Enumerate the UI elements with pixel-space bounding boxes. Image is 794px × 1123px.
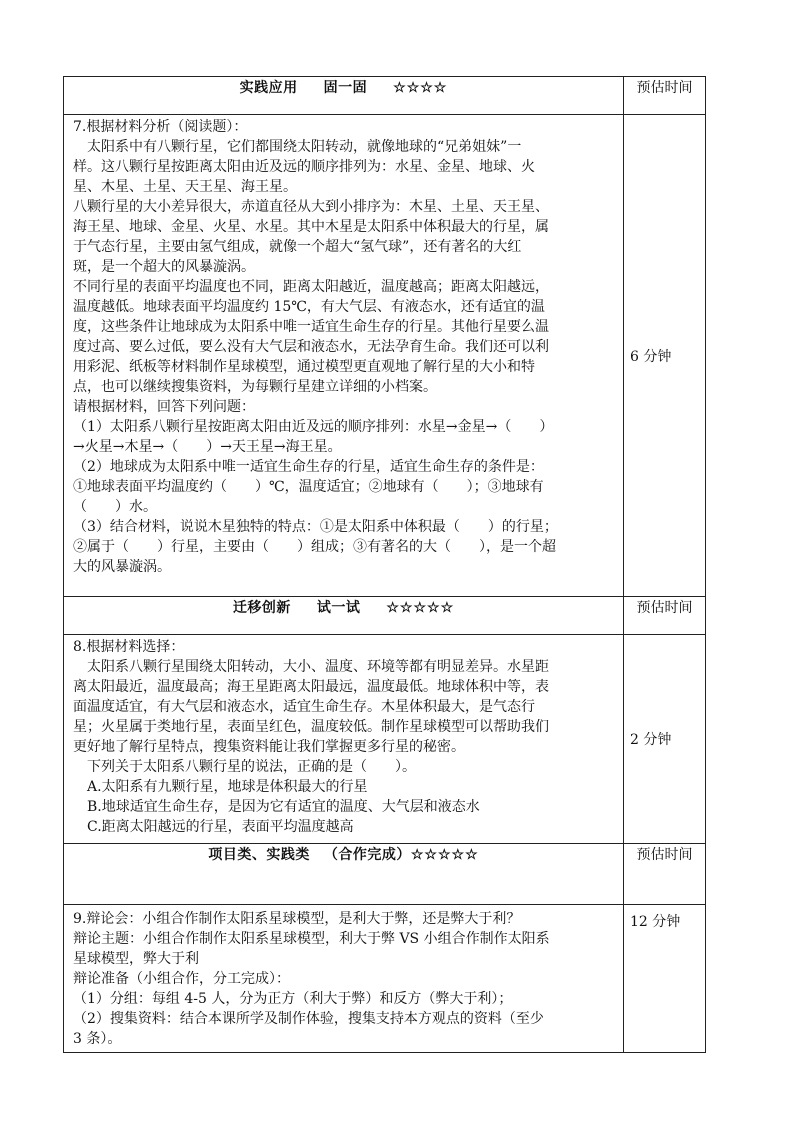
time-label: 预估时间 xyxy=(624,844,706,905)
text-line: 度，这些条件让地球成为太阳系中唯一适宜生命生存的行星。其他行星要么温 xyxy=(73,319,549,335)
section-title-a: 迁移创新 xyxy=(232,600,291,616)
text-line: 星球模型，弊大于利 xyxy=(73,951,199,967)
time-label: 预估时间 xyxy=(624,77,706,115)
text-line: 太阳系八颗行星围绕太阳转动，大小、温度、环境等都有明显差异。水星距 xyxy=(73,659,549,675)
section-title xyxy=(64,844,624,905)
section-title-a: 项目类、实践类 xyxy=(208,847,310,863)
section-header xyxy=(64,597,706,635)
question-9 xyxy=(64,905,624,1053)
text-line: C.距离太阳越远的行星，表面平均温度越高 xyxy=(73,819,354,835)
text-line: A.太阳系有九颗行星，地球是体积最大的行星 xyxy=(73,779,368,795)
section-row xyxy=(64,115,706,597)
text-line: 海王星、地球、金星、火星、水星。其中木星是太阳系中体积最大的行星，属 xyxy=(73,219,549,235)
text-line: ①地球表面平均温度约（ ）℃，温度适宜；②地球有（ ）；③地球有 xyxy=(73,479,544,495)
question-lines xyxy=(73,637,617,837)
text-line: 样。这八颗行星按距离太阳由近及远的顺序排列为：水星、金星、地球、火 xyxy=(73,159,535,175)
question-lines xyxy=(73,909,617,1049)
section-header xyxy=(64,77,706,115)
text-line: 7.根据材料分析（阅读题）： xyxy=(73,119,248,135)
section-header xyxy=(64,844,706,905)
section-title xyxy=(64,77,624,115)
text-line: 请根据材料，回答下列问题： xyxy=(73,399,255,415)
text-line: 星、木星、土星、天王星、海王星。 xyxy=(73,179,297,195)
star-rating: ☆☆☆☆☆ xyxy=(410,847,479,863)
time-value: 12 分钟 xyxy=(624,905,706,1053)
text-line: 更好地了解行星特点，搜集资料能让我们掌握更多行星的秘密。 xyxy=(73,739,465,755)
text-line: 用彩泥、纸板等材料制作星球模型，通过模型更直观地了解行星的大小和特 xyxy=(73,359,535,375)
text-line: 温度越低。地球表面平均温度约 15℃，有大气层、有液态水，还有适宜的温 xyxy=(73,299,545,315)
time-value: 2 分钟 xyxy=(624,635,706,844)
text-line: 辩论主题：小组合作制作太阳系星球模型，利大于弊 VS 小组合作制作太阳系 xyxy=(73,931,550,947)
text-line: 斑，是一个超大的风暴漩涡。 xyxy=(73,259,255,275)
text-line: 离太阳最近，温度最高；海王星距离太阳最远，温度最低。地球体积中等，表 xyxy=(73,679,549,695)
text-line: 八颗行星的大小差异很大，赤道直径从大到小排序为：木星、土星、天王星、 xyxy=(73,199,549,215)
question-7 xyxy=(64,115,624,597)
text-line: B.地球适宜生命生存，是因为它有适宜的温度、大气层和液态水 xyxy=(73,799,480,815)
text-line: 不同行星的表面平均温度也不同，距离太阳越近，温度越高；距离太阳越远， xyxy=(73,279,549,295)
text-line: 度过高、要么过低，要么没有大气层和液态水，无法孕育生命。我们还可以利 xyxy=(73,339,549,355)
text-line: （1）分组：每组 4-5 人，分为正方（利大于弊）和反方（弊大于利）； xyxy=(73,991,513,1007)
section-row xyxy=(64,905,706,1053)
question-8 xyxy=(64,635,624,844)
text-line: 太阳系中有八颗行星，它们都围绕太阳转动，就像地球的“兄弟姐妹”一 xyxy=(73,139,522,155)
star-rating: ☆☆☆☆ xyxy=(393,80,448,96)
time-label: 预估时间 xyxy=(624,597,706,635)
section-title-b: （合作完成） xyxy=(323,847,411,863)
time-value: 6 分钟 xyxy=(624,115,706,597)
text-line: 面温度适宜，有大气层和液态水，适宜生命生存。木星体积最大，是气态行 xyxy=(73,699,535,715)
text-line: （3）结合材料，说说木星独特的特点：①是太阳系中体积最（ ）的行星； xyxy=(73,519,558,535)
section-title xyxy=(64,597,624,635)
text-line: 星；火星属于类地行星，表面呈红色，温度较低。制作星球模型可以帮助我们 xyxy=(73,719,549,735)
section-title-b: 试一试 xyxy=(316,600,361,616)
text-line: 于气态行星，主要由氢气组成，就像一个超大“氢气球”，还有著名的大红 xyxy=(73,239,522,255)
text-line: 大的风暴漩涡。 xyxy=(73,559,171,575)
text-line: （1）太阳系八颗行星按距离太阳由近及远的顺序排列：水星→金星→（ ） xyxy=(73,419,554,435)
text-line: 9.辩论会：小组合作制作太阳系星球模型，是利大于弊，还是弊大于利？ xyxy=(73,911,521,927)
text-line: ②属于（ ）行星，主要由（ ）组成；③有著名的大（ ），是一个超 xyxy=(73,539,556,555)
section-title-a: 实践应用 xyxy=(239,80,298,96)
text-line: 3 条）。 xyxy=(73,1031,122,1047)
text-line: 辩论准备（小组合作，分工完成）： xyxy=(73,971,290,987)
text-line: （2）搜集资料：结合本课所学及制作体验，搜集支持本方观点的资料（至少 xyxy=(73,1011,544,1027)
text-line: （ ）水。 xyxy=(73,499,157,515)
text-line: →火星→木星→（ ）→天王星→海王星。 xyxy=(73,439,342,455)
section-title-b: 固一固 xyxy=(323,80,368,96)
question-lines xyxy=(73,117,617,577)
text-line: 点，也可以继续搜集资料，为每颗行星建立详细的小档案。 xyxy=(73,379,437,395)
text-line: 下列关于太阳系八颗行星的说法，正确的是（ ）。 xyxy=(73,759,416,775)
worksheet-table xyxy=(63,76,706,1053)
text-line: （2）地球成为太阳系中唯一适宜生命生存的行星，适宜生命生存的条件是： xyxy=(73,459,544,475)
section-row xyxy=(64,635,706,844)
star-rating: ☆☆☆☆☆ xyxy=(386,600,455,616)
text-line: 8.根据材料选择： xyxy=(73,639,185,655)
